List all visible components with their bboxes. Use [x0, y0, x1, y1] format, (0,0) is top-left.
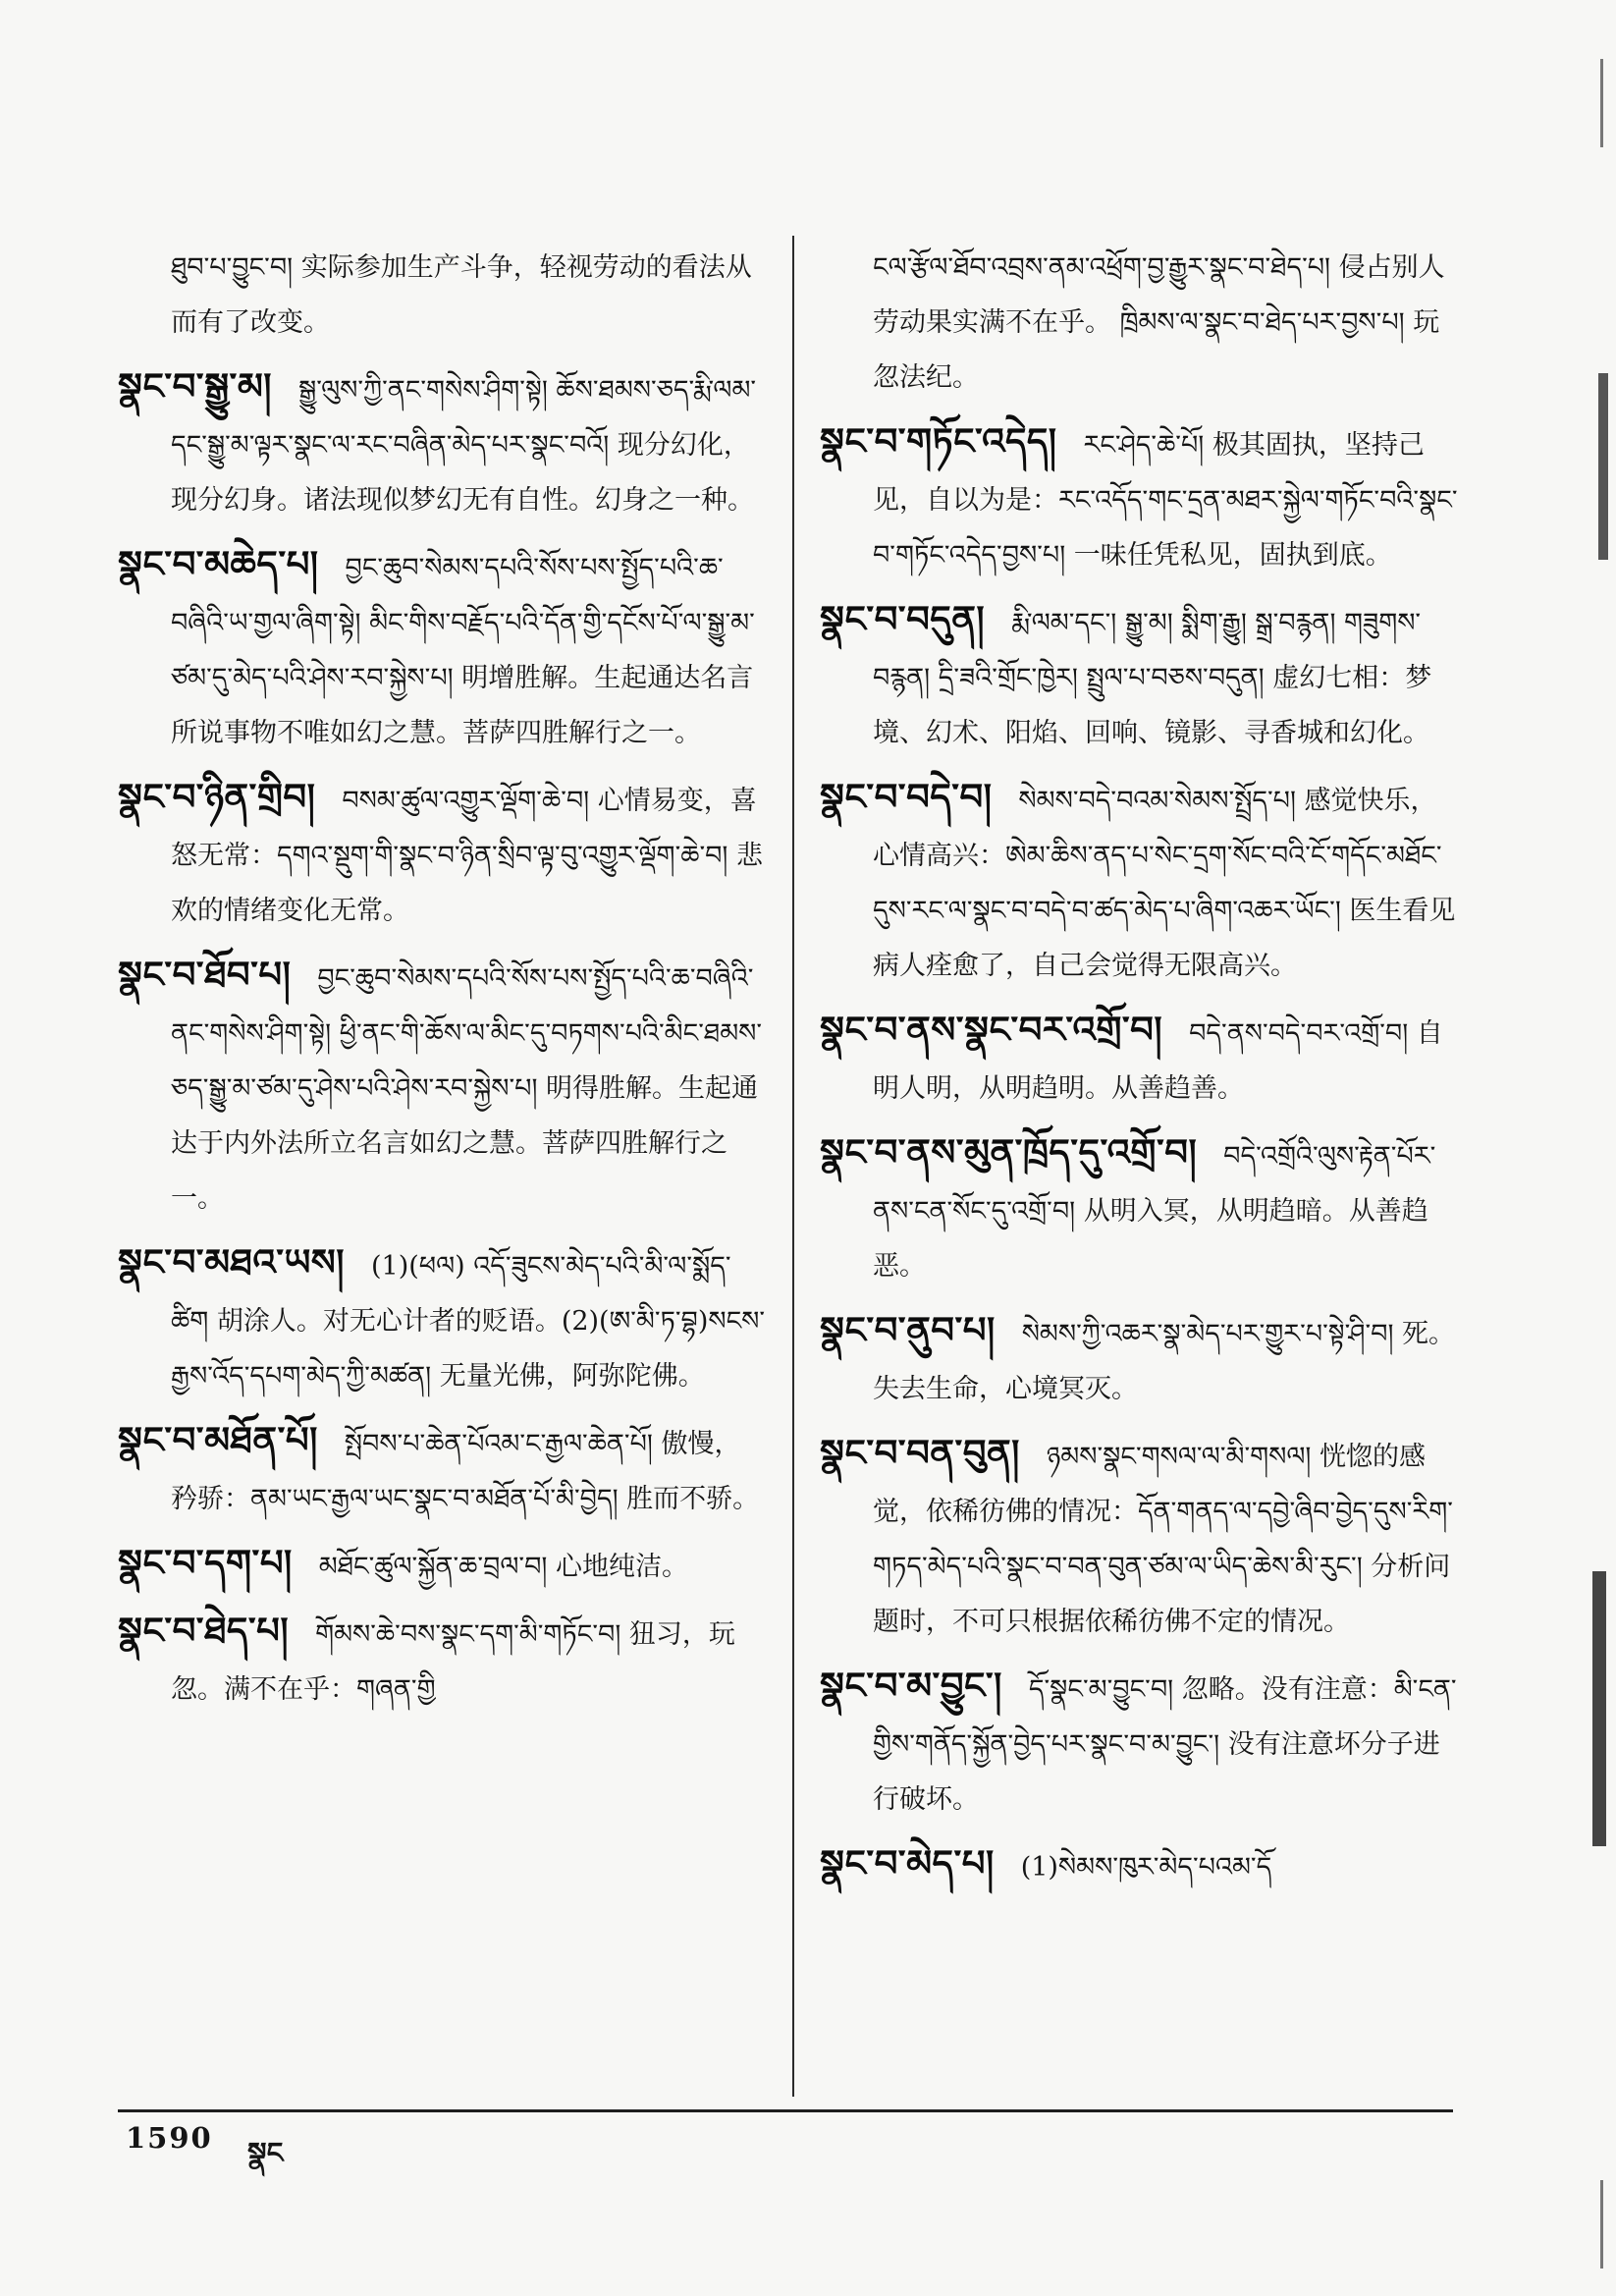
- entry-definition: བྱང་ཆུབ་སེམས་དཔའི་སོས་པས་སྤྱོད་པའི་ཆ་བཞིའི་ཡ་གྱལ་ཞིག་སྟེ། མིང་གིས་བརྗོད་པའི་དོན་གྱི་དངོས་པོ་ལ་སྒྱུ་མ་ཙམ་དུ་མེད་པའི་ཤེས་རབ་སྐྱེས་པ། 明增胜解。生起通达名言所说事物不唯如幻之慧。菩萨四胜解行之一。: [171, 553, 755, 748]
- footer-rule: [118, 2109, 1453, 2112]
- entry-headword: སྣང་བ་ཉིན་གྲིབ།: [118, 775, 316, 818]
- right-column: [820, 241, 1463, 1903]
- left-column: [118, 241, 766, 1725]
- entry-definition: སྤོབས་པ་ཆེན་པོའམ་ང་རྒྱལ་ཆེན་པོ། 傲慢，矜骄：ནམ་ཡང་རྒྱལ་ཡང་སྣང་བ་མཐོན་པོ་མི་བྱེད། 胜而不骄。: [171, 1429, 760, 1514]
- entry-definition: བདེ་ནས་བདེ་བར་འགྲོ་བ། 自明人明，从明趋明。从善趋善。: [873, 1018, 1443, 1104]
- entry-headword: སྣང་བ་ནས་སྣང་བར་འགྲོ་བ།: [820, 1008, 1163, 1051]
- dictionary-entry: [118, 1603, 766, 1718]
- entry-definition: སྒྱུ་ལུས་ཀྱི་ནང་གསེས་ཤིག་སྟེ། ཆོས་ཐམས་ཅད་རྨི་ལམ་དང་སྒྱུ་མ་ལྟར་སྣང་ལ་རང་བཞིན་མེད་པར་སྣང་བའོ། 现分幻化，现分幻身。诸法现似梦幻无有自性。幻身之一种。: [171, 375, 757, 516]
- scan-edge-mark: [1600, 59, 1603, 147]
- entry-definition: སེམས་ཀྱི་འཆར་སྣ་མེད་པར་གྱུར་པ་སྟེ་ཤི་བ། 死。失去生命，心境冥灭。: [873, 1319, 1456, 1404]
- dictionary-entry: [118, 1535, 766, 1595]
- entry-headword: སྣང་བ་ནུབ་པ།: [820, 1308, 996, 1351]
- dictionary-entry: [118, 1234, 766, 1404]
- entry-headword: སྣང་བ་ཐེད་པ།: [118, 1609, 290, 1652]
- dictionary-entry: [118, 358, 766, 528]
- entry-headword: སྣང་བ་བདུན།: [820, 597, 986, 640]
- entry-definition: སེམས་བདེ་བའམ་སེམས་སྤྲོད་པ། 感觉快乐，心情高兴：ཨེམ་ཆིས་ནད་པ་སེང་དྲག་སོང་བའི་ངོ་གདོང་མཐོང་དུས་རང་ལ་སྣང་བ་བདེ་བ་ཚད་མེད་པ་ཞིག་འཆར་ཡོང་། 医生看见病人痊愈了，自己会觉得无限高兴。: [873, 786, 1456, 981]
- entry-definition: (1)(ཕལ) འདོ་ཟུངས་མེད་པའི་མི་ལ་སྨོད་ཚིག 胡涂人。对无心计者的贬语。(2)(ཨ་མི་ཏ་བྷ)སངས་རྒྱས་འོད་དཔག་མེད་ཀྱི་མཚན། 无量光佛，阿弥陀佛。: [171, 1251, 766, 1392]
- entry-definition: བསམ་ཚུལ་འགྱུར་ལྡོག་ཆེ་བ། 心情易变，喜怒无常：དགའ་སྡུག་གི་སྣང་བ་ཉིན་སྲིབ་ལྟ་བུ་འགྱུར་ལྡོག་ཆེ་བ། 悲欢的情绪变化无常。: [171, 786, 764, 926]
- dictionary-entry: [820, 1124, 1463, 1294]
- dictionary-entry: [820, 591, 1463, 761]
- dictionary-entry: [820, 1835, 1463, 1895]
- scan-edge-mark: [1600, 2180, 1603, 2269]
- entry-definition: (1)སེམས་ཁུར་མེད་པའམ་དོ: [1020, 1852, 1272, 1883]
- entry-headword: སྣང་བ་མཆེད་པ།: [118, 542, 319, 585]
- dictionary-entry: [820, 1425, 1463, 1650]
- entry-headword: སྣང་བ་སྒྱུ་མ།: [118, 364, 273, 408]
- entry-headword: སྣང་བ་གཏོང་འདེད།: [820, 419, 1057, 463]
- entry-definition: ངལ་རྩོལ་ཐོབ་འབྲས་ནམ་འཕྲོག་བྱ་རྒྱུར་སྣང་བ་ཐེད་པ། 侵占别人劳动果实满不在乎。 ཁྲིམས་ལ་སྣང་བ་ཐེད་པར་བྱས་པ། 玩忽法纪。: [873, 252, 1445, 393]
- entry-definition: རང་ཤེད་ཆེ་པོ། 极其固执，坚持己见，自以为是：རང་འདོད་གང་དྲན་མཐར་སྐྱེལ་གཏོང་བའི་སྣང་བ་གཏོང་འདེད་བྱས་པ། 一味任凭私见，固执到底。: [873, 430, 1458, 571]
- scan-edge-mark: [1592, 1571, 1606, 1846]
- dictionary-entry: [820, 1302, 1463, 1417]
- entry-headword: སྣང་བ་བན་བུན།: [820, 1431, 1020, 1474]
- entry-headword: སྣང་བ་བདེ་བ།: [820, 775, 993, 818]
- page-number: 1590: [126, 2121, 213, 2155]
- entry-definition: བྱང་ཆུབ་སེམས་དཔའི་སོས་པས་སྤྱོད་པའི་ཆ་བཞིའི་ནང་གསེས་ཤིག་སྟེ། ཕྱི་ནང་གི་ཆོས་ལ་མིང་དུ་བཏགས་པའི་མིང་ཐམས་ཅད་སྒྱུ་མ་ཙམ་དུ་ཤེས་པའི་ཤེས་རབ་སྐྱེས་པ། 明得胜解。生起通达于内外法所立名言如幻之慧。菩萨四胜解行之一。: [171, 963, 763, 1214]
- dictionary-entry: [118, 769, 766, 939]
- dictionary-entry: [118, 1412, 766, 1527]
- entry-definition: དོ་སྣང་མ་བྱུང་བ། 忽略。没有注意：མི་ངན་གྱིས་གནོད་སྐྱོན་བྱེད་པར་སྣང་བ་མ་བྱུང་། 没有注意坏分子进行破坏。: [873, 1674, 1457, 1815]
- entry-definition: བདེ་འགྲོའི་ལུས་རྟེན་པོར་ནས་ངན་སོང་དུ་འགྲོ་བ། 从明入冥，从明趋暗。从善趋恶。: [873, 1141, 1436, 1282]
- entry-headword: སྣང་བ་མཐོན་པོ།: [118, 1418, 318, 1461]
- dictionary-entry: [820, 241, 1463, 406]
- dictionary-entry: [820, 413, 1463, 583]
- dictionary-entry: [820, 1002, 1463, 1117]
- dictionary-entry: [118, 241, 766, 351]
- entry-headword: སྣང་བ་ནས་མུན་ཁྲོད་དུ་འགྲོ་བ།: [820, 1130, 1198, 1174]
- entry-headword: སྣང་བ་མ་བྱུང་།: [820, 1664, 1002, 1707]
- entry-headword: སྣང་བ་དག་པ།: [118, 1541, 293, 1584]
- column-divider: [792, 236, 794, 2097]
- entry-definition: རྨི་ལམ་དང་། སྒྱུ་མ། སྨིག་རྒྱུ། སྒྲ་བརྙན། གཟུགས་བརྙན། དྲི་ཟའི་གྲོང་ཁྱེར། སྤྲུལ་པ་བཅས་བདུན། 虚幻七相：梦境、幻术、阳焰、回响、镜影、寻香城和幻化。: [873, 608, 1432, 748]
- entry-definition: ཐུབ་པ་བྱུང་བ། 实际参加生产斗争，轻视劳动的看法从而有了改变。: [171, 252, 752, 338]
- dictionary-entry: [118, 947, 766, 1227]
- dictionary-entry: [118, 536, 766, 761]
- scan-edge-mark: [1598, 373, 1608, 560]
- entry-headword: སྣང་བ་ཐོབ་པ།: [118, 953, 292, 996]
- entry-definition: ཉམས་སྣང་གསལ་ལ་མི་གསལ། 恍惚的感觉，依稀彷佛的情况：དོན་གནད་ལ་དབྱེ་ཞིབ་བྱེད་དུས་རིག་གཏད་མེད་པའི་སྣང་བ་བན་བུན་ཙམ་ལ་ཡིད་ཆེས་མི་རུང་། 分析问题时，不可只根据依稀彷佛不定的情况。: [873, 1442, 1453, 1637]
- running-head: སྣང: [247, 2136, 284, 2169]
- entry-headword: སྣང་བ་མཐའ་ཡས།: [118, 1240, 345, 1284]
- dictionary-entry: [820, 769, 1463, 994]
- entry-definition: གོམས་ཆེ་བས་སྣང་དག་མི་གཏོང་བ། 狃习，玩忽。满不在乎：གཞན་གྱི: [171, 1619, 735, 1705]
- dictionary-entry: [820, 1658, 1463, 1828]
- entry-headword: སྣང་བ་མེད་པ།: [820, 1841, 995, 1885]
- entry-definition: མཐོང་ཚུལ་སྐྱོན་ཆ་བྲལ་བ། 心地纯洁。: [318, 1552, 688, 1582]
